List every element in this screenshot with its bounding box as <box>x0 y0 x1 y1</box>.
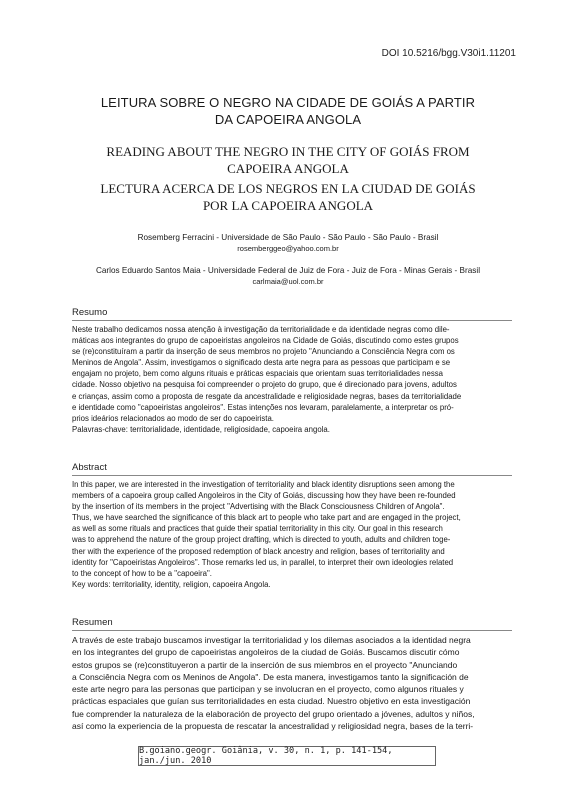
author-2 <box>60 265 516 287</box>
title-english <box>72 143 504 177</box>
journal-footer-text: B.goiano.geogr. Goiânia, v. 30, n. 1, p. 141-154, jan./jun. 2010 <box>139 746 393 766</box>
title-es-line-1: LECTURA ACERCA DE LOS NEGROS EN LA CIUDAD DE GOIÁS <box>100 181 476 196</box>
author-2-affiliation: Carlos Eduardo Santos Maia - Universidade Federal de Juiz de Fora - Juiz de Fora - Minas Gerais - Brasil <box>95 266 481 275</box>
title-pt-line-2: DA CAPOEIRA ANGOLA <box>214 112 362 127</box>
author-1-email[interactable]: rosemberggeo@yahoo.com.br <box>237 244 339 253</box>
abstract-line: was to apprehend the nature of the group project drafting, which is directed to youth, adults and children toge- <box>72 535 451 545</box>
resumen-line: en los integrantes del grupo de capoeiristas angoleiros de la ciudad de Goiás. Buscamos discutir cómo <box>72 647 460 658</box>
resumo-line: se (re)constituíram a partir da inserção de seus membros no projeto "Anunciando a Consciência Negra com os <box>72 347 455 357</box>
resumen-body <box>72 634 512 732</box>
resumo-divider <box>72 320 512 321</box>
abstract-line: In this paper, we are interested in the investigation of territoriality and black identity disruptions seen among the <box>72 480 455 489</box>
abstract-divider <box>72 475 512 476</box>
resumen-line: prácticas espaciales que guían sus territorialidades en esta ciudad. Nuestro objetivo en esta investigación <box>72 696 471 707</box>
title-spanish <box>72 180 504 214</box>
abstract-line: by the insertion of its members in the project "Advertising with the Black Consciousness Children of Angola". <box>72 502 445 512</box>
resumen-line: A través de este trabajo buscamos investigar la territorialidad y los dilemas asociados a la identidad negra <box>72 635 471 645</box>
resumo-line: máticas aos integrantes do grupo de capoeiristas angoleiros na Cidade de Goiás, discutindo como estes grupos <box>72 336 459 346</box>
resumen-divider <box>72 630 512 631</box>
title-es-line-2: POR LA CAPOEIRA ANGOLA <box>202 198 374 213</box>
resumen-line: a Consciência Negra com os Meninos de Angola". De esta manera, investigamos tanto la significación de <box>72 671 469 682</box>
abstract-heading: Abstract <box>72 462 107 473</box>
resumo-body <box>72 324 512 435</box>
abstract-keywords: Key words: territoriality, identity, religion, capoeira Angola. <box>72 579 271 589</box>
resumen-heading: Resumen <box>72 617 113 628</box>
resumo-line: e crianças, assim como a proposta de resgate da ancestralidade e religiosidade negras, bases da territorialidade <box>72 391 462 401</box>
resumo-line: cidade. Nosso objetivo na pesquisa foi compreender o projeto do grupo, que é direcionado para jovens, adultos <box>72 380 457 390</box>
resumo-heading: Resumo <box>72 307 108 318</box>
abstract-line: Thus, we have searched the significance of this black art to people who take part and are engaged in the project, <box>72 513 461 523</box>
resumen-line: fue comprender la naturaleza de la elaboración de proyecto del grupo orientado a jóvenes, adultos y niños, <box>72 708 475 719</box>
resumo-line: e identidade como "capoeiristas angoleiros". Estas intenções nos levaram, paralelamente, a interpretar os pró- <box>72 402 454 412</box>
resumo-keywords: Palavras-chave: territorialidade, identidade, religiosidade, capoeira angola. <box>72 424 330 434</box>
doi-label: DOI 10.5216/bgg.V30i1.11201 <box>381 48 516 59</box>
resumen-line: este arte negro para las personas que participan y se involucran en el proyecto, como algunos rituales y <box>72 684 464 695</box>
author-1-affiliation: Rosemberg Ferracini - Universidade de São Paulo - São Paulo - São Paulo - Brasil <box>137 233 439 242</box>
author-2-email[interactable]: carlmaia@uol.com.br <box>252 277 324 286</box>
resumo-line: Neste trabalho dedicamos nossa atenção à investigação da territorialidade e da identidade negras como dile- <box>72 325 450 334</box>
title-en-line-2: CAPOEIRA ANGOLA <box>227 161 349 176</box>
abstract-line: ther with the experience of the proposed redemption of black ancestry and religion, bases of territoriality and <box>72 546 445 556</box>
title-pt-line-1: LEITURA SOBRE O NEGRO NA CIDADE DE GOIÁS A PARTIR <box>100 95 476 110</box>
journal-footer <box>138 746 436 766</box>
resumo-line: engajam no projeto, bem como alguns rituais e práticas espaciais que orientam suas territorialidades nessa <box>72 369 443 379</box>
abstract-line: members of a capoeira group called Angoleiros in the City of Goiás, discussing how they have been re-founded <box>72 491 456 501</box>
resumen-line: así como la experiencia de la propuesta de rescatar la ancestralidad y religiosidad negra, bases de la terri- <box>72 721 474 732</box>
resumen-line: estos grupos se (re)constituyeron a partir de la inserción de sus miembros en el proyecto "Anunciando <box>72 659 458 670</box>
resumo-line: prios ideários relacionados ao modo de ser do capoeirista. <box>72 413 274 423</box>
title-en-line-1: READING ABOUT THE NEGRO IN THE CITY OF GOIÁS FROM <box>106 144 470 159</box>
abstract-line: identity for "Capoeiristas Angoleiros". Those remarks led us, in parallel, to interpret their own ideologies related <box>72 557 454 567</box>
abstract-line: as well as some rituals and practices that guide their spatial territoriality in this city. Our goal in this research <box>72 524 443 534</box>
author-1 <box>60 232 516 254</box>
abstract-line: to the concept of how to be a "capoeira". <box>72 568 212 578</box>
abstract-body <box>72 479 512 590</box>
resumo-line: Meninos de Angola". Assim, investigamos o significado desta arte negra para as pessoas que participam e se <box>72 358 451 368</box>
title-portuguese <box>72 94 504 128</box>
